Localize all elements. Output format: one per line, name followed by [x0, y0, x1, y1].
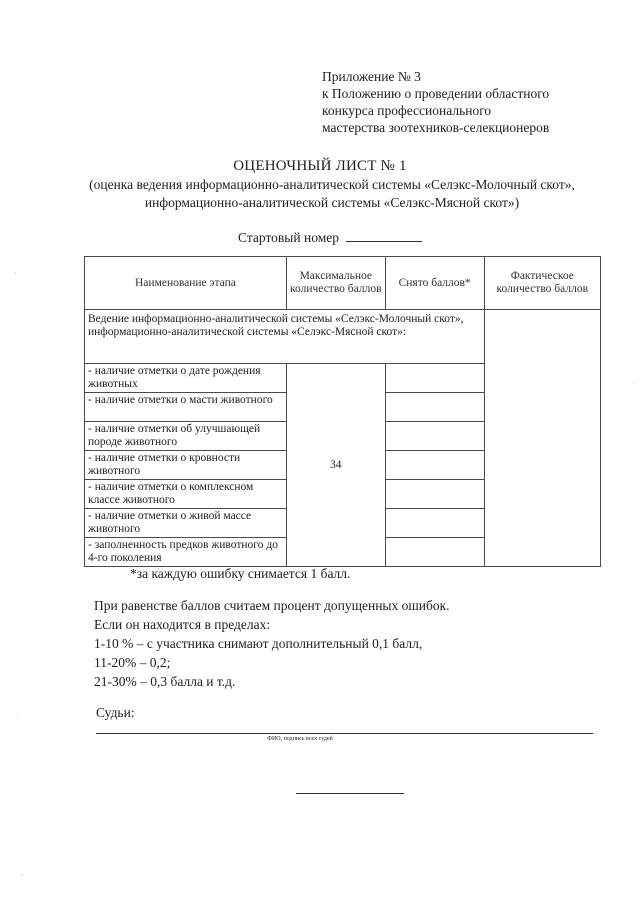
signature-line [96, 733, 593, 734]
actual-points-cell [484, 310, 600, 567]
header-max-points: Максимальное количество баллов [286, 257, 385, 310]
stage-cell: - наличие отметки об улучшающей породе животного [85, 422, 287, 451]
annex-line-1: Приложение № 3 [322, 69, 421, 84]
rules-line-4: 11-20% – 0,2; [94, 655, 171, 670]
start-number-label: Стартовый номер [238, 230, 339, 245]
scan-mark: · [14, 268, 17, 278]
start-number-blank [346, 229, 422, 242]
annex-block [322, 68, 622, 136]
table-row [85, 310, 601, 364]
scan-mark: · [632, 378, 635, 388]
bottom-signature-line [296, 793, 404, 794]
removed-points-cell [385, 422, 484, 451]
table-header-row [85, 257, 601, 310]
penalty-note: *за каждую ошибку снимается 1 балл. [130, 566, 351, 581]
header-actual-points: Фактическое количество баллов [484, 257, 600, 310]
annex-line-4: мастерства зоотехников-селекционеров [322, 120, 550, 135]
rules-line-5: 21-30% – 0,3 балла и т.д. [94, 674, 236, 689]
stage-cell: - наличие отметки о масти животного [85, 393, 287, 422]
document-title: ОЦЕНОЧНЫЙ ЛИСТ № 1 [233, 158, 407, 174]
rules-line-1: При равенстве баллов считаем процент допущенных ошибок. [94, 598, 450, 613]
stage-cell: - наличие отметки о кровности животного [85, 451, 287, 480]
judges-label: Судьи: [96, 705, 135, 720]
scan-mark: · [20, 870, 23, 880]
stage-cell: - наличие отметки о живой массе животного [85, 509, 287, 538]
annex-line-2: к Положению о проведении областного [322, 86, 550, 101]
removed-points-cell [385, 509, 484, 538]
stage-cell: - наличие отметки о комплексном классе животного [85, 480, 287, 509]
header-removed-points: Снято баллов* [385, 257, 484, 310]
stage-cell: - заполненность предков животного до 4-го поколения [85, 538, 287, 567]
removed-points-cell [385, 364, 484, 393]
removed-points-cell [385, 451, 484, 480]
removed-points-cell [385, 538, 484, 567]
annex-line-3: конкурса профессионального [322, 103, 492, 118]
start-number-field [238, 229, 422, 246]
header-stage: Наименование этапа [85, 257, 287, 310]
scan-mark: · [16, 712, 19, 722]
tie-break-rules [94, 596, 450, 691]
rules-line-2: Если он находится в пределах: [94, 617, 271, 632]
removed-points-cell [385, 480, 484, 509]
document-subtitle: (оценка ведения информационно-аналитической системы «Селэкс-Молочный скот», информационно-аналитической системы «Селэкс-Мясной скот») [89, 177, 575, 210]
signature-caption: ФИО, подпись всех судей [267, 736, 333, 742]
stage-cell: - наличие отметки о дате рождения животных [85, 364, 287, 393]
rules-line-3: 1-10 % – с участника снимают дополнительный 0,1 балл, [94, 636, 423, 651]
max-points-cell: 34 [286, 364, 385, 567]
removed-points-cell [385, 393, 484, 422]
stage-intro-cell: Ведение информационно-аналитической системы «Селэкс-Молочный скот», информационно-аналитической системы «Селэкс-Мясной скот»: [85, 310, 485, 364]
score-table [84, 256, 601, 567]
